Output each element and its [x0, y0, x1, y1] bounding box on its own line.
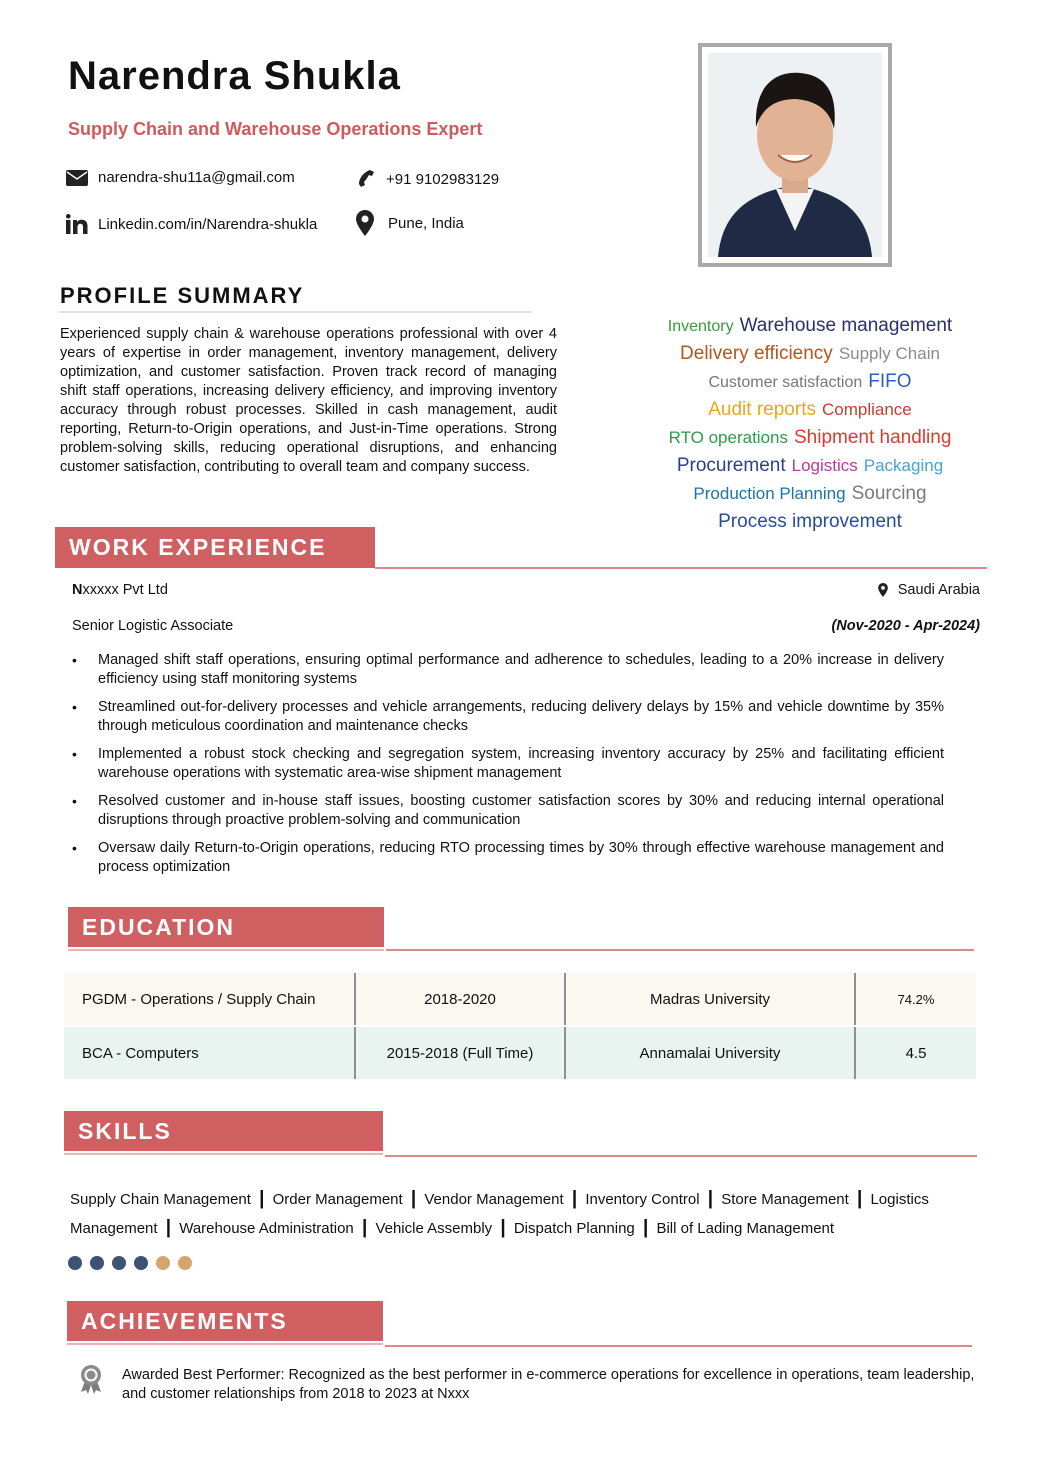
keyword: Delivery efficiency: [680, 343, 833, 364]
email-text: narendra-shu11a@gmail.com: [98, 169, 295, 186]
achievement-text: Awarded Best Performer: Recognized as the best performer in e-commerce operations for excellence in operations, team leadership, and customer relationships from 2018 to 2023 at Nxxx: [122, 1367, 975, 1402]
keyword: FIFO: [868, 371, 912, 392]
company-rest: xxxxx Pvt Ltd: [82, 582, 168, 598]
job-location-text: Saudi Arabia: [897, 582, 980, 598]
rating-dot-filled: [112, 1256, 126, 1270]
edu-score: 74.2%: [855, 973, 976, 1026]
rating-dot-empty: [178, 1256, 192, 1270]
edu-degree: PGDM - Operations / Supply Chain: [64, 973, 355, 1026]
location-text: Pune, India: [388, 214, 464, 232]
table-row: [64, 1026, 976, 1079]
rating-dot-filled: [68, 1256, 82, 1270]
education-rule: [386, 949, 974, 951]
skill-item: Inventory Control: [585, 1191, 700, 1208]
award-icon: [78, 1364, 104, 1399]
list-item: • Resolved customer and in-house staff issues, boosting customer satisfaction scores by 30% and reducing internal operational disruptions through proactive problem-solving and communication: [72, 792, 944, 830]
education-table: [64, 973, 976, 1079]
edu-score: 4.5: [855, 1026, 976, 1079]
skill-separator: |: [856, 1188, 863, 1209]
skill-item: Bill of Lading Management: [656, 1220, 835, 1237]
job-dates: (Nov-2020 - Apr-2024): [831, 618, 980, 634]
profile-summary-text: Experienced supply chain & warehouse operations professional with over 4 years of expertise in order management, inventory management, delivery optimization, and customer satisfaction. Proven track record of managing shift staff operations, increasing delivery efficiency, and improving inventory accuracy through robust processes. Skilled in cash management, audit reporting, Return-to-Origin operations, and Just-in-Time operations. Strong problem-solving skills, reducing operational disruptions, and enhancing customer satisfaction, contributing to overall team and company success.: [60, 326, 557, 475]
edu-years: 2015-2018 (Full Time): [355, 1026, 565, 1079]
skill-item: Order Management: [272, 1191, 403, 1208]
list-item: • Managed shift staff operations, ensuring optimal performance and adherence to schedules, leading to a 20% increase in delivery efficiency using staff monitoring systems: [72, 651, 944, 689]
list-item: • Implemented a robust stock checking and segregation system, increasing inventory accuracy by 25% and facilitating efficient warehouse operations with systematic area-wise shipment management: [72, 745, 944, 783]
skills-list: [70, 1185, 970, 1243]
keyword: Production Planning: [693, 484, 846, 503]
rating-dot-empty: [156, 1256, 170, 1270]
contact-location: [356, 210, 464, 236]
keyword: Warehouse management: [739, 315, 953, 336]
profile-summary-heading: PROFILE SUMMARY: [60, 283, 305, 308]
keyword-row: [630, 312, 990, 340]
work-experience-rule: [375, 567, 987, 569]
keyword: Compliance: [821, 400, 912, 419]
keyword: RTO operations: [668, 428, 788, 447]
skill-item: Vendor Management: [424, 1191, 564, 1208]
rating-dot-filled: [90, 1256, 104, 1270]
table-row: [64, 973, 976, 1026]
edu-institution: Annamalai University: [565, 1026, 855, 1079]
skill-separator: |: [165, 1217, 172, 1238]
skill-separator: |: [642, 1217, 649, 1238]
skill-separator: |: [707, 1188, 714, 1209]
skill-separator: |: [259, 1188, 265, 1209]
skill-separator: |: [500, 1217, 506, 1238]
rating-dot-filled: [134, 1256, 148, 1270]
company-initial: N: [72, 582, 83, 598]
person-photo-icon: [708, 53, 882, 257]
keyword-row: [630, 340, 990, 368]
keyword: Inventory: [667, 318, 734, 335]
candidate-name: Narendra Shukla: [68, 54, 401, 98]
linkedin-icon: [66, 214, 88, 234]
skill-item: Logistics Management: [70, 1191, 929, 1237]
skill-item: Vehicle Assembly: [375, 1220, 493, 1237]
keyword-row: [630, 452, 990, 480]
phone-icon: [356, 169, 376, 189]
skill-separator: |: [410, 1188, 417, 1209]
keyword-row: [630, 508, 990, 536]
keyword-row: [630, 480, 990, 508]
list-item: • Oversaw daily Return-to-Origin operations, reducing RTO processing times by 30% through effective warehouse management and process optimization: [72, 839, 944, 877]
company-name: [72, 582, 168, 598]
keyword: Customer satisfaction: [708, 374, 863, 391]
profile-photo: [698, 43, 892, 267]
email-icon: [66, 170, 88, 186]
keyword-row: [630, 424, 990, 452]
edu-institution: Madras University: [565, 973, 855, 1026]
skill-item: Dispatch Planning: [513, 1220, 635, 1237]
skills-rule: [385, 1155, 977, 1157]
job-role: Senior Logistic Associate: [72, 618, 234, 634]
keyword: Process improvement: [718, 511, 902, 532]
achievements-heading: ACHIEVEMENTS: [67, 1301, 383, 1341]
skills-heading: SKILLS: [64, 1111, 383, 1151]
skills-underline: [64, 1153, 383, 1155]
skill-item: Warehouse Administration: [179, 1220, 354, 1237]
education-underline: [68, 949, 384, 951]
contact-phone: [356, 169, 499, 189]
edu-degree: BCA - Computers: [64, 1026, 355, 1079]
keyword: Procurement: [676, 455, 786, 476]
location-pin-icon: [356, 210, 374, 236]
keyword-row: [630, 396, 990, 424]
contact-email: [66, 169, 295, 186]
skill-separator: |: [571, 1188, 578, 1209]
keyword-row: [630, 368, 990, 396]
candidate-title: Supply Chain and Warehouse Operations Expert: [68, 119, 483, 139]
keyword: Sourcing: [851, 483, 927, 504]
achievements-underline: [67, 1343, 383, 1345]
skill-item: Supply Chain Management: [70, 1191, 251, 1208]
skill-separator: |: [361, 1217, 368, 1238]
skill-item: Store Management: [721, 1191, 849, 1208]
contact-linkedin: [66, 214, 317, 234]
edu-years: 2018-2020: [355, 973, 565, 1026]
keyword: Supply Chain: [838, 344, 940, 363]
keyword-cloud: [630, 312, 990, 536]
job-location: [878, 582, 980, 598]
keyword: Audit reports: [708, 399, 816, 420]
work-experience-heading: WORK EXPERIENCE: [55, 527, 375, 568]
work-bullets: [72, 651, 944, 886]
location-pin-icon: [878, 583, 888, 597]
profile-divider: [58, 311, 532, 313]
keyword: Shipment handling: [794, 427, 952, 448]
phone-text: +91 9102983129: [386, 170, 500, 188]
achievements-rule: [385, 1345, 972, 1347]
education-heading: EDUCATION: [68, 907, 384, 947]
list-item: • Streamlined out-for-delivery processes and vehicle arrangements, reducing delivery delays by 15% and vehicle downtime by 35% through meticulous coordination and maintenance checks: [72, 698, 944, 736]
keyword: Packaging: [863, 456, 944, 475]
linkedin-text: Linkedin.com/in/Narendra-shukla: [98, 215, 318, 233]
keyword: Logistics: [791, 456, 858, 475]
